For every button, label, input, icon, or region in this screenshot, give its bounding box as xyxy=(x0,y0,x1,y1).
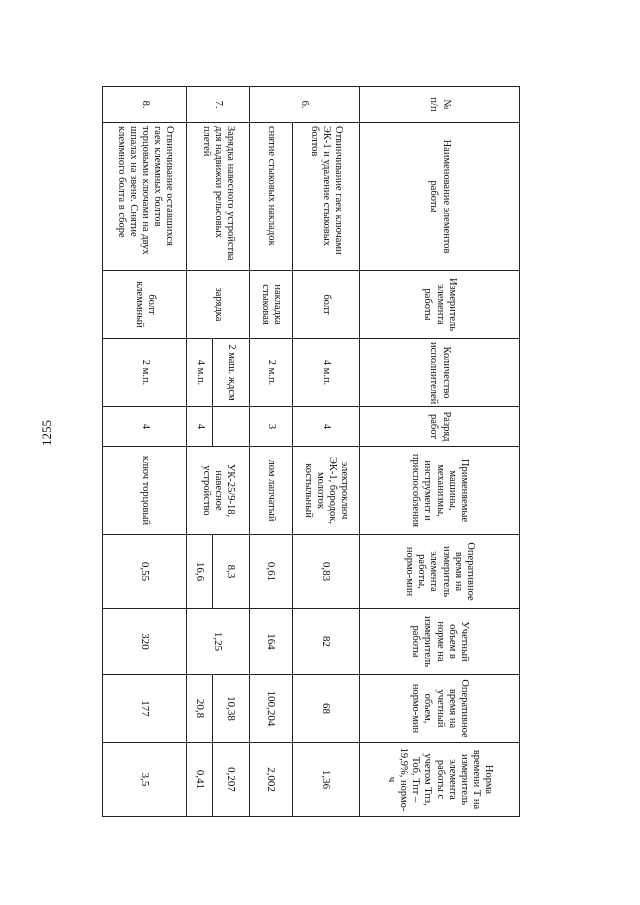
workers-cell: 4 м.п. xyxy=(187,339,213,407)
header-op-time: Оперативное время на измеритель элемента работы, нормо-мин xyxy=(360,535,520,609)
meter-cell: болт клеммный xyxy=(103,271,187,339)
table-row xyxy=(103,87,187,817)
op-time-total-cell: 177 xyxy=(103,675,187,743)
op-time-cell: 8,3 xyxy=(213,535,250,609)
page-number: 1255 xyxy=(39,420,54,446)
op-time-total-cell: 68 xyxy=(293,675,360,743)
table-row xyxy=(249,87,292,817)
header-volume: Учетный объем в норме на измеритель работы xyxy=(360,609,520,675)
row-number: 8. xyxy=(103,87,187,123)
op-time-total-cell: 10,38 xyxy=(213,675,250,743)
volume-cell: 164 xyxy=(249,609,292,675)
norm-cell: 2,002 xyxy=(249,743,292,817)
workers-cell: 2 м.п. xyxy=(249,339,292,407)
header-tools: Применяемые машины, механизмы, инструмент и приспособления xyxy=(360,447,520,535)
op-time-cell: 0,55 xyxy=(103,535,187,609)
table-row xyxy=(213,87,250,817)
meter-cell: накладка стыковая xyxy=(249,271,292,339)
header-workers: Количество исполнителей xyxy=(360,339,520,407)
tools-cell: электроключ ЭК-1, бородок, молоток костыльный xyxy=(293,447,360,535)
header-row xyxy=(360,87,520,817)
workers-cell: 4 м.п. xyxy=(293,339,360,407)
op-time-total-cell: 20,8 xyxy=(187,675,213,743)
meter-cell: болт xyxy=(293,271,360,339)
op-time-cell: 0,61 xyxy=(249,535,292,609)
norm-cell: 0,41 xyxy=(187,743,213,817)
header-name: Наименование элементов работы xyxy=(360,123,520,271)
row-number: 6. xyxy=(249,87,359,123)
op-time-total-cell: 100,204 xyxy=(249,675,292,743)
work-element-name: снятие стыковых накладок xyxy=(249,123,292,271)
norms-table-rotated xyxy=(102,86,520,816)
header-meter: Измеритель элемента работы xyxy=(360,271,520,339)
grade-cell: 4 xyxy=(293,407,360,447)
table-row xyxy=(293,87,360,817)
work-element-name: Зарядка навесного устройства для надвижки рельсовых плетей xyxy=(187,123,250,271)
header-op-time-total: Оперативное время на учетный объем, нормо-мин xyxy=(360,675,520,743)
tools-cell: ключ торцовый xyxy=(103,447,187,535)
tools-cell: УК-25/9-18, навесное устройство xyxy=(187,447,250,535)
header-norm: Норма времени Т на измеритель элемента работы с учетом Тпз, Тоб, Тпт – 19,9%, нормо-ч xyxy=(360,743,520,817)
volume-cell: 320 xyxy=(103,609,187,675)
op-time-cell: 0,83 xyxy=(293,535,360,609)
tools-cell: лом лапчатый xyxy=(249,447,292,535)
header-grade: Разряд работ xyxy=(360,407,520,447)
norm-cell: 0,207 xyxy=(213,743,250,817)
volume-cell: 82 xyxy=(293,609,360,675)
workers-cell: 2 маш. ждсм xyxy=(213,339,250,407)
grade-cell: 4 xyxy=(187,407,213,447)
grade-cell: 3 xyxy=(249,407,292,447)
op-time-cell: 16,6 xyxy=(187,535,213,609)
meter-cell: зарядка xyxy=(187,271,250,339)
grade-cell xyxy=(213,407,250,447)
norms-table xyxy=(102,86,520,817)
volume-cell: 1,25 xyxy=(187,609,250,675)
work-element-name: Отвинчивание оставшихся гаек клеммных болтов торцовыми ключами на двух шпалах на звене. Снятие клеммного болта в сборе xyxy=(103,123,187,271)
grade-cell: 4 xyxy=(103,407,187,447)
norm-cell: 1,36 xyxy=(293,743,360,817)
workers-cell: 2 м.п. xyxy=(103,339,187,407)
header-num: № п/п xyxy=(360,87,520,123)
row-number: 7. xyxy=(187,87,250,123)
work-element-name: Отвинчивание гаек ключами ЭК-1 и удаление стыковых болтов xyxy=(293,123,360,271)
norm-cell: 3,5 xyxy=(103,743,187,817)
